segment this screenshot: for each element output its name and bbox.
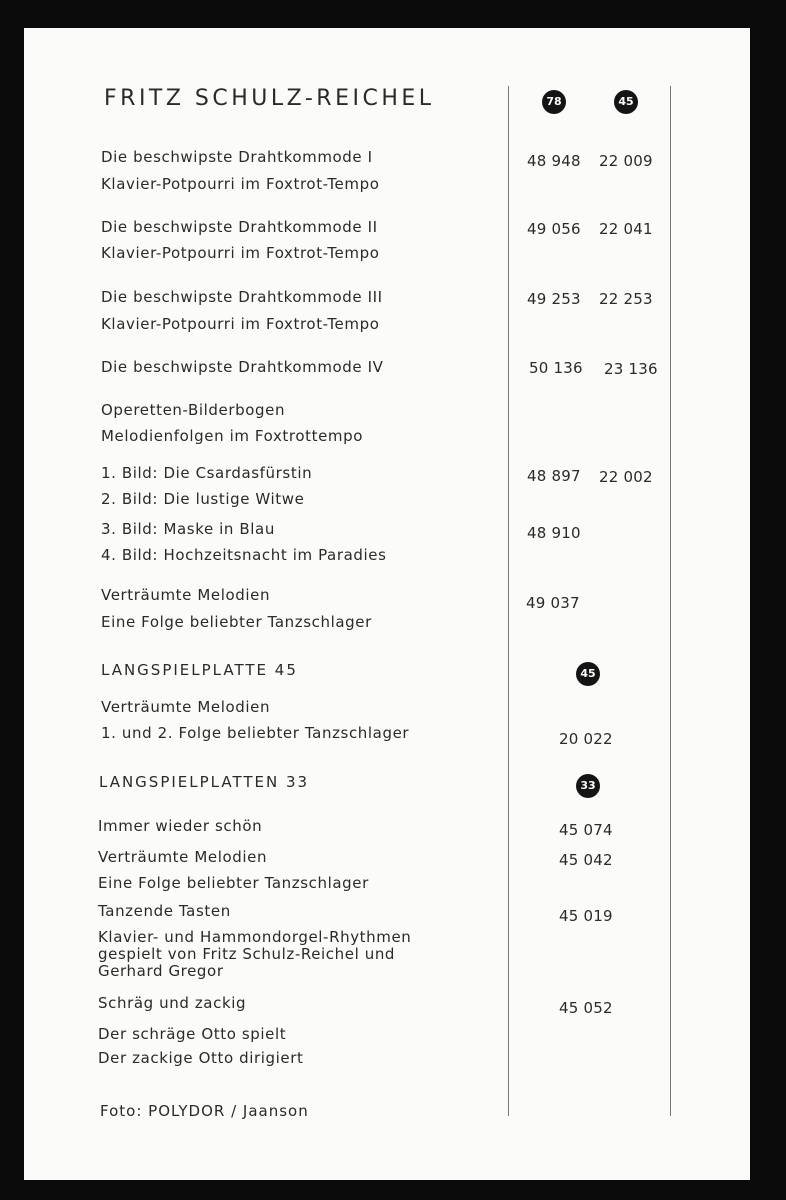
title-line: Immer wieder schön [98,817,263,835]
title-line: Melodienfolgen im Foxtrottempo [101,427,364,445]
title-line: Verträumte Melodien [101,698,271,716]
catalog-number: 45 052 [559,999,613,1017]
title-line: Schräg und zackig [98,994,247,1012]
speed-78-badge: 78 [542,90,566,114]
title-line: Operetten-Bilderbogen [101,401,286,419]
title-line: Verträumte Melodien [98,848,268,866]
title-line: Die beschwipste Drahtkommode II [101,218,378,236]
title-line: Klavier- und Hammondorgel-Rhythmen [98,928,412,946]
title-line: Klavier-Potpourri im Foxtrot-Tempo [101,175,380,193]
title-line: Der schräge Otto spielt [98,1025,287,1043]
section-heading-lp33: LANGSPIELPLATTEN 33 [99,773,310,791]
catalog-number-45: 22 041 [599,220,653,238]
title-line: 3. Bild: Maske in Blau [101,520,275,538]
title-line: Die beschwipste Drahtkommode IV [101,358,384,376]
catalog-number-45: 23 136 [604,360,658,378]
title-line: Der zackige Otto dirigiert [98,1049,304,1067]
column-divider-right [670,86,671,1116]
catalog-number-78: 49 253 [527,290,581,308]
section-heading-lp45: LANGSPIELPLATTE 45 [101,661,298,679]
title-line: Eine Folge beliebter Tanzschlager [101,613,372,631]
catalog-number-45: 22 253 [599,290,653,308]
catalog-number-78: 48 948 [527,152,581,170]
catalog-number: 45 074 [559,821,613,839]
catalog-number-45: 22 009 [599,152,653,170]
title-line: Klavier-Potpourri im Foxtrot-Tempo [101,244,380,262]
catalog-number: 45 042 [559,851,613,869]
catalog-number: 20 022 [559,730,613,748]
title-line: 4. Bild: Hochzeitsnacht im Paradies [101,546,387,564]
photo-credit: Foto: POLYDOR / Jaanson [100,1102,309,1120]
speed-45-badge: 45 [614,90,638,114]
title-line: 1. Bild: Die Csardasfürstin [101,464,313,482]
title-line: Die beschwipste Drahtkommode III [101,288,383,306]
catalog-number-78: 48 910 [527,524,581,542]
record-catalog-card [24,28,750,1180]
column-divider-left [508,86,509,1116]
title-line: Verträumte Melodien [101,586,271,604]
title-line: Eine Folge beliebter Tanzschlager [98,874,369,892]
catalog-number-78: 49 056 [527,220,581,238]
title-line: Tanzende Tasten [98,902,231,920]
title-line: 2. Bild: Die lustige Witwe [101,490,305,508]
catalog-number: 45 019 [559,907,613,925]
title-line: Gerhard Gregor [98,962,224,980]
speed-33-badge: 33 [576,774,600,798]
artist-title: FRITZ SCHULZ-REICHEL [104,86,435,111]
title-line: Klavier-Potpourri im Foxtrot-Tempo [101,315,380,333]
title-line: Die beschwipste Drahtkommode I [101,148,373,166]
title-line: gespielt von Fritz Schulz-Reichel und [98,945,396,963]
catalog-number-78: 48 897 [527,467,581,485]
catalog-number-78: 49 037 [526,594,580,612]
speed-45-badge: 45 [576,662,600,686]
title-line: 1. und 2. Folge beliebter Tanzschlager [101,724,410,742]
catalog-number-45: 22 002 [599,468,653,486]
catalog-number-78: 50 136 [529,359,583,377]
